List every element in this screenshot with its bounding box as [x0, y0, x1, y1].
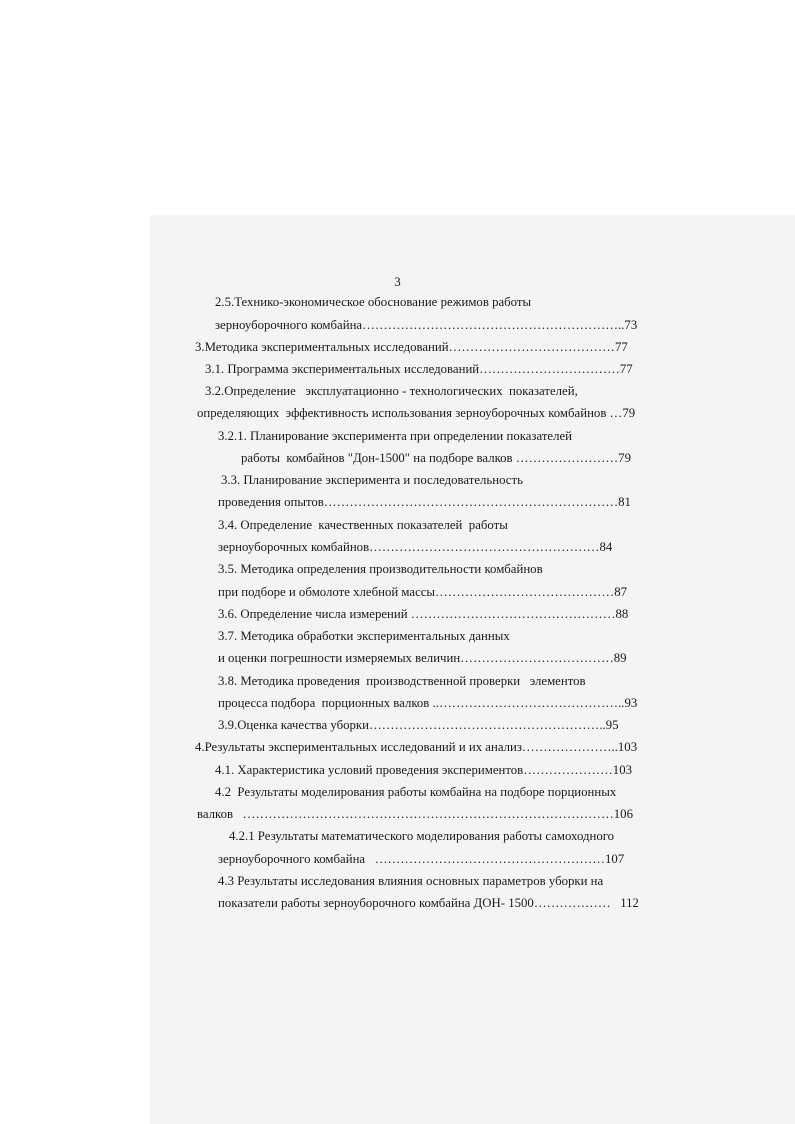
toc-line: проведения опытов……………………………………………………………81 — [218, 495, 631, 509]
toc-line: 3.7. Методика обработки экспериментальных данных — [218, 629, 510, 643]
toc-line: и оценки погрешности измеряемых величин………………………………89 — [218, 651, 627, 665]
toc-line: процесса подбора порционных валков ..……………………………………..93 — [218, 696, 638, 710]
toc-line: 3.5. Методика определения производительности комбайнов — [218, 562, 543, 576]
toc-line: 3.2.Определение эксплуатационно - технологических показателей, — [205, 384, 578, 398]
toc-line: 3.4. Определение качественных показателей работы — [218, 518, 508, 532]
toc-line: 4.2.1 Результаты математического моделирования работы самоходного — [229, 829, 615, 843]
toc-line: работы комбайнов "Дон-1500" на подборе валков ……………………79 — [241, 451, 631, 465]
toc-line: 3.9.Оценка качества уборки………………………………………………..95 — [218, 718, 619, 732]
toc-line: 3.6. Определение числа измерений …………………………………………88 — [218, 607, 629, 621]
toc-line: 3.8. Методика проведения производственной проверки элементов — [218, 674, 586, 688]
toc-line: зерноуборочного комбайна ………………………………………………107 — [218, 852, 625, 866]
toc-line: зерноуборочного комбайна……………………………………………………..73 — [215, 318, 638, 332]
toc-line: 4.Результаты экспериментальных исследований и их анализ…………………..103 — [195, 740, 638, 754]
toc-line: 3.Методика экспериментальных исследований…………………………………77 — [195, 340, 628, 354]
toc-line: 3.1. Программа экспериментальных исследований……………………………77 — [205, 362, 633, 376]
toc-line: 2.5.Технико-экономическое обоснование режимов работы — [215, 295, 532, 309]
toc-line: показатели работы зерноуборочного комбайна ДОН- 1500……………… 112 — [218, 896, 639, 910]
toc-line: 4.1. Характеристика условий проведения экспериментов…………………103 — [215, 763, 632, 777]
toc-line: 3.3. Планирование эксперимента и последовательность — [221, 473, 523, 487]
toc-line: зерноуборочных комбайнов………………………………………………84 — [218, 540, 613, 554]
toc-line: определяющих эффективность использования зерноуборочных комбайнов …79 — [197, 406, 636, 420]
toc-line: валков ……………………………………………………………………………106 — [197, 807, 633, 821]
toc-line: 4.3 Результаты исследования влияния основных параметров уборки на — [218, 874, 604, 888]
toc-line: при подборе и обмолоте хлебной массы……………………………………87 — [218, 585, 627, 599]
toc-line: 3.2.1. Планирование эксперимента при определении показателей — [218, 429, 573, 443]
page-number: 3 — [394, 274, 401, 289]
toc-line: 4.2 Результаты моделирования работы комбайна на подборе порционных — [215, 785, 617, 799]
